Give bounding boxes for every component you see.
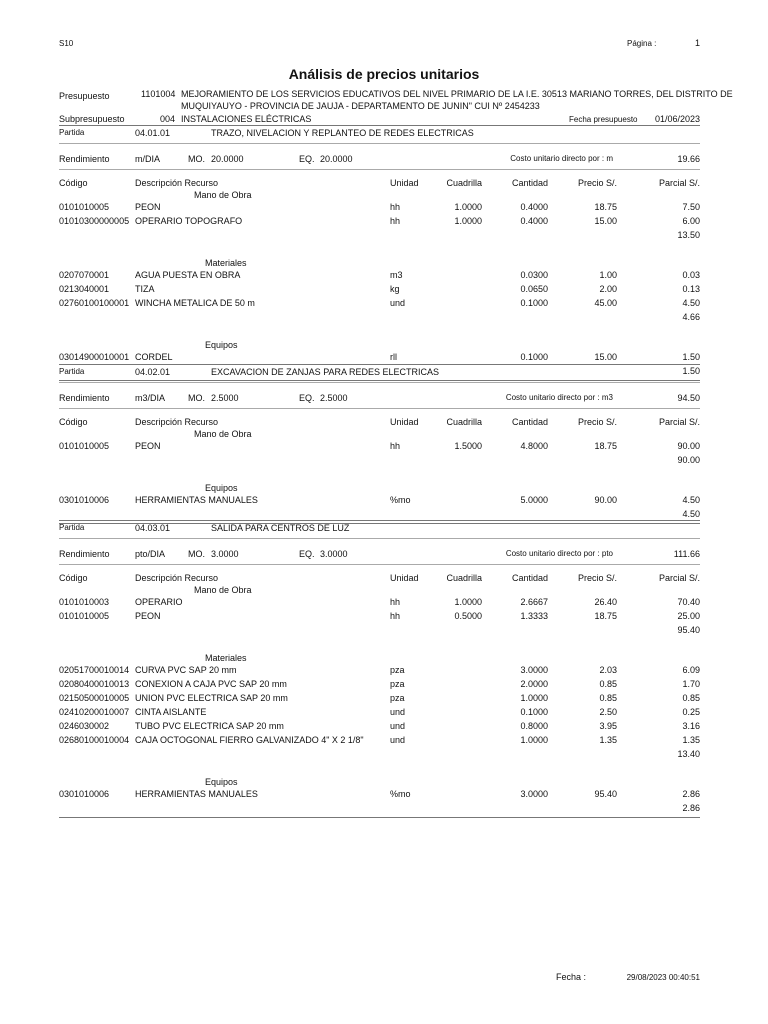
header-cuadrilla: Cuadrilla — [446, 417, 482, 427]
group-subtotal: 90.00 — [677, 455, 700, 465]
item-code: 0101010003 — [59, 597, 110, 607]
item-parcial: 6.00 — [682, 216, 700, 226]
item-parcial: 2.86 — [682, 789, 700, 799]
item-cantidad: 1.0000 — [520, 735, 548, 745]
item-description: OPERARIO TOPOGRAFO — [135, 216, 243, 226]
item-code: 02080400010013 — [59, 679, 130, 689]
header-descripcion: Descripción Recurso — [135, 573, 219, 583]
header-unidad: Unidad — [390, 573, 419, 583]
item-description: PEON — [135, 441, 161, 451]
item-unit: hh — [390, 202, 401, 212]
item-cantidad: 2.6667 — [520, 597, 548, 607]
item-code: 02051700010014 — [59, 665, 130, 675]
item-unit: hh — [390, 611, 401, 621]
item-code: 01010300000005 — [59, 216, 130, 226]
item-precio: 18.75 — [594, 441, 617, 451]
item-unit: und — [390, 298, 406, 308]
mo-label: MO. — [188, 154, 205, 164]
header-cantidad: Cantidad — [511, 417, 548, 427]
item-parcial: 0.03 — [682, 270, 700, 280]
page-title: Análisis de precios unitarios — [288, 66, 480, 82]
group-subtotal: 95.40 — [677, 625, 700, 635]
item-parcial: 1.35 — [682, 735, 700, 745]
item-description: PEON — [135, 611, 161, 621]
eq-value: 2.5000 — [320, 393, 348, 403]
partida-label: Partida — [59, 523, 85, 532]
group-name: Materiales — [205, 258, 247, 268]
item-code: 0213040001 — [59, 284, 110, 294]
header-precio: Precio S/. — [577, 417, 617, 427]
item-precio: 15.00 — [594, 352, 617, 362]
item-cantidad: 0.1000 — [520, 298, 548, 308]
item-cantidad: 0.8000 — [520, 721, 548, 731]
item-code: 0301010006 — [59, 495, 110, 505]
eq-label: EQ. — [299, 549, 315, 559]
item-cuadrilla: 0.5000 — [454, 611, 482, 621]
item-cantidad: 0.1000 — [520, 352, 548, 362]
item-parcial: 70.40 — [677, 597, 700, 607]
subpresupuesto-name: INSTALACIONES ELÉCTRICAS — [181, 114, 312, 124]
group-name: Equipos — [205, 340, 238, 350]
presupuesto-line-1: MEJORAMIENTO DE LOS SERVICIOS EDUCATIVOS DEL NIVEL PRIMARIO DE LA I.E. 30513 MARIANO TORRES, DEL DISTRITO DE — [181, 89, 733, 99]
item-cuadrilla: 1.0000 — [454, 202, 482, 212]
item-precio: 2.50 — [599, 707, 617, 717]
item-parcial: 4.50 — [682, 298, 700, 308]
header-descripcion: Descripción Recurso — [135, 417, 219, 427]
costo-unitario-value: 111.66 — [673, 549, 700, 559]
footer-fecha: 29/08/2023 00:40:51 — [626, 973, 700, 982]
item-description: AGUA PUESTA EN OBRA — [135, 270, 241, 280]
partida-label: Partida — [59, 128, 85, 137]
item-unit: pza — [390, 693, 405, 703]
item-parcial: 0.13 — [682, 284, 700, 294]
partida-top-divider — [59, 520, 700, 521]
header-cantidad: Cantidad — [511, 178, 548, 188]
item-description: UNION PVC ELECTRICA SAP 20 mm — [135, 693, 288, 703]
group-subtotal: 13.50 — [677, 230, 700, 240]
item-description: CONEXION A CAJA PVC SAP 20 mm — [135, 679, 287, 689]
item-precio: 1.35 — [599, 735, 617, 745]
header-codigo: Código — [59, 573, 88, 583]
partida-sub-divider — [59, 382, 700, 383]
header-unidad: Unidad — [390, 417, 419, 427]
rendimiento-divider — [59, 169, 700, 170]
item-precio: 3.95 — [599, 721, 617, 731]
item-parcial: 90.00 — [677, 441, 700, 451]
rendimiento-divider — [59, 564, 700, 565]
header-parcial: Parcial S/. — [658, 178, 700, 188]
partida-code: 04.02.01 — [135, 367, 171, 377]
item-unit: pza — [390, 679, 405, 689]
group-subtotal: 4.66 — [682, 312, 700, 322]
header-codigo: Código — [59, 417, 88, 427]
item-description: CURVA PVC SAP 20 mm — [135, 665, 237, 675]
header-parcial: Parcial S/. — [658, 573, 700, 583]
item-unit: kg — [390, 284, 400, 294]
item-precio: 26.40 — [594, 597, 617, 607]
footer-fecha-label: Fecha : — [556, 972, 587, 982]
item-parcial: 25.00 — [677, 611, 700, 621]
eq-value: 20.0000 — [320, 154, 353, 164]
item-precio: 0.85 — [599, 679, 617, 689]
item-parcial: 1.70 — [682, 679, 700, 689]
mo-label: MO. — [188, 393, 205, 403]
group-subtotal: 2.86 — [682, 803, 700, 813]
rendimiento-unit: m3/DIA — [135, 393, 166, 403]
item-code: 0101010005 — [59, 611, 110, 621]
group-name: Mano de Obra — [194, 429, 252, 439]
item-cantidad: 1.3333 — [520, 611, 548, 621]
item-precio: 2.03 — [599, 665, 617, 675]
item-code: 0101010005 — [59, 202, 110, 212]
header-cuadrilla: Cuadrilla — [446, 178, 482, 188]
partida-bottom-divider — [59, 817, 700, 818]
item-precio: 2.00 — [599, 284, 617, 294]
partida-name: TRAZO, NIVELACION Y REPLANTEO DE REDES ELECTRICAS — [211, 128, 474, 138]
mo-value: 2.5000 — [211, 393, 239, 403]
item-description: CAJA OCTOGONAL FIERRO GALVANIZADO 4" X 2 1/8" — [135, 735, 364, 745]
partida-sub-divider — [59, 143, 700, 144]
group-name: Equipos — [205, 483, 238, 493]
item-code: 0207070001 — [59, 270, 110, 280]
partida-code: 04.01.01 — [135, 128, 171, 138]
partida-label: Partida — [59, 367, 85, 376]
item-code: 02680100010004 — [59, 735, 130, 745]
group-subtotal: 13.40 — [677, 749, 700, 759]
item-code: 0301010006 — [59, 789, 110, 799]
header-parcial: Parcial S/. — [658, 417, 700, 427]
item-description: HERRAMIENTAS MANUALES — [135, 495, 258, 505]
rendimiento-divider — [59, 408, 700, 409]
group-subtotal: 4.50 — [682, 509, 700, 519]
item-parcial: 7.50 — [682, 202, 700, 212]
group-name: Mano de Obra — [194, 585, 252, 595]
item-precio: 18.75 — [594, 202, 617, 212]
item-unit: %mo — [390, 495, 411, 505]
item-code: 0101010005 — [59, 441, 110, 451]
partida-code: 04.03.01 — [135, 523, 171, 533]
costo-unitario-label: Costo unitario directo por : pto — [505, 549, 613, 558]
header-unidad: Unidad — [390, 178, 419, 188]
item-cantidad: 1.0000 — [520, 693, 548, 703]
header-precio: Precio S/. — [577, 178, 617, 188]
item-description: CINTA AISLANTE — [135, 707, 207, 717]
partida-name: EXCAVACION DE ZANJAS PARA REDES ELECTRICAS — [211, 367, 440, 377]
item-cuadrilla: 1.0000 — [454, 597, 482, 607]
item-unit: und — [390, 721, 406, 731]
item-code: 03014900010001 — [59, 352, 130, 362]
item-code: 02410200010007 — [59, 707, 130, 717]
subpresupuesto-label: Subpresupuesto — [59, 114, 125, 124]
item-code: 02760100100001 — [59, 298, 130, 308]
item-precio: 18.75 — [594, 611, 617, 621]
item-parcial: 3.16 — [682, 721, 700, 731]
item-cantidad: 2.0000 — [520, 679, 548, 689]
partida-name: SALIDA PARA CENTROS DE LUZ — [211, 523, 350, 533]
eq-label: EQ. — [299, 393, 315, 403]
costo-unitario-value: 94.50 — [677, 393, 700, 403]
item-unit: und — [390, 707, 406, 717]
item-description: OPERARIO — [135, 597, 183, 607]
mo-label: MO. — [188, 549, 205, 559]
page-label: Página : — [627, 39, 657, 48]
partida-bottom-divider — [59, 380, 700, 381]
item-parcial: 1.50 — [682, 352, 700, 362]
eq-label: EQ. — [299, 154, 315, 164]
header-cantidad: Cantidad — [511, 573, 548, 583]
item-unit: rll — [390, 352, 397, 362]
presupuesto-line-2: MUQUIYAUYO - PROVINCIA DE JAUJA - DEPARTAMENTO DE JUNIN" CUI Nº 2454233 — [181, 101, 540, 111]
item-cantidad: 3.0000 — [520, 665, 548, 675]
rendimiento-unit: m/DIA — [135, 154, 161, 164]
costo-unitario-label: Costo unitario directo por : m — [510, 154, 613, 163]
partida-top-divider — [59, 125, 700, 126]
report-code: S10 — [59, 39, 74, 48]
item-precio: 15.00 — [594, 216, 617, 226]
group-name: Equipos — [205, 777, 238, 787]
item-unit: hh — [390, 597, 401, 607]
header-descripcion: Descripción Recurso — [135, 178, 219, 188]
subpresupuesto-code: 004 — [160, 114, 176, 124]
item-cuadrilla: 1.0000 — [454, 216, 482, 226]
item-parcial: 6.09 — [682, 665, 700, 675]
item-precio: 95.40 — [594, 789, 617, 799]
item-precio: 0.85 — [599, 693, 617, 703]
rendimiento-label: Rendimiento — [59, 154, 110, 164]
item-description: CORDEL — [135, 352, 173, 362]
eq-value: 3.0000 — [320, 549, 348, 559]
presupuesto-label: Presupuesto — [59, 91, 110, 101]
item-cantidad: 0.0650 — [520, 284, 548, 294]
costo-unitario-value: 19.66 — [677, 154, 700, 164]
item-cantidad: 0.1000 — [520, 707, 548, 717]
group-name: Mano de Obra — [194, 190, 252, 200]
item-precio: 1.00 — [599, 270, 617, 280]
item-unit: pza — [390, 665, 405, 675]
header-precio: Precio S/. — [577, 573, 617, 583]
item-code: 02150500010005 — [59, 693, 130, 703]
item-unit: hh — [390, 441, 401, 451]
presupuesto-code: 1101004 — [141, 89, 176, 99]
rendimiento-label: Rendimiento — [59, 549, 110, 559]
group-subtotal: 1.50 — [682, 366, 700, 376]
item-cantidad: 0.4000 — [520, 216, 548, 226]
item-cantidad: 5.0000 — [520, 495, 548, 505]
item-unit: m3 — [390, 270, 403, 280]
rendimiento-label: Rendimiento — [59, 393, 110, 403]
item-precio: 45.00 — [594, 298, 617, 308]
item-description: PEON — [135, 202, 161, 212]
rendimiento-unit: pto/DIA — [135, 549, 166, 559]
item-cantidad: 0.0300 — [520, 270, 548, 280]
partida-top-divider — [59, 364, 700, 365]
item-cantidad: 3.0000 — [520, 789, 548, 799]
partida-sub-divider — [59, 538, 700, 539]
item-precio: 90.00 — [594, 495, 617, 505]
fecha-presupuesto: 01/06/2023 — [654, 114, 700, 124]
mo-value: 20.0000 — [211, 154, 244, 164]
item-code: 0246030002 — [59, 721, 110, 731]
header-cuadrilla: Cuadrilla — [446, 573, 482, 583]
item-cantidad: 0.4000 — [520, 202, 548, 212]
item-cuadrilla: 1.5000 — [454, 441, 482, 451]
item-description: HERRAMIENTAS MANUALES — [135, 789, 258, 799]
item-unit: %mo — [390, 789, 411, 799]
item-description: WINCHA METALICA DE 50 m — [135, 298, 255, 308]
item-parcial: 4.50 — [682, 495, 700, 505]
item-unit: und — [390, 735, 406, 745]
item-unit: hh — [390, 216, 401, 226]
page-number: 1 — [694, 38, 700, 48]
mo-value: 3.0000 — [211, 549, 239, 559]
item-description: TUBO PVC ELECTRICA SAP 20 mm — [135, 721, 284, 731]
costo-unitario-label: Costo unitario directo por : m3 — [505, 393, 613, 402]
item-description: TIZA — [135, 284, 155, 294]
item-cantidad: 4.8000 — [520, 441, 548, 451]
item-parcial: 0.85 — [682, 693, 700, 703]
group-name: Materiales — [205, 653, 247, 663]
fecha-presupuesto-label: Fecha presupuesto — [569, 115, 638, 124]
header-codigo: Código — [59, 178, 88, 188]
item-parcial: 0.25 — [682, 707, 700, 717]
